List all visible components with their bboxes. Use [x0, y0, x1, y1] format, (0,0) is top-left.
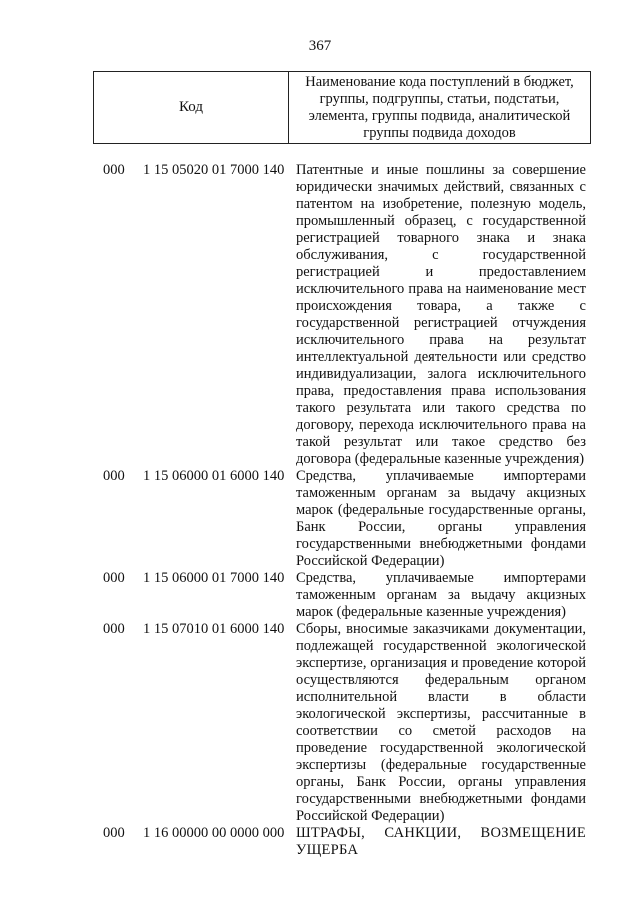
budget-code: 1 15 06000 01 6000 140	[143, 468, 285, 484]
description-line: исключительного права на наименование мест	[296, 281, 586, 297]
description-line: интеллектуальной деятельности или средство	[296, 349, 586, 365]
code-description	[296, 825, 586, 859]
table-header	[93, 71, 591, 144]
description-line: договору, перехода исключительного права на	[296, 417, 586, 433]
description-line: такого результата или такого средства по	[296, 400, 586, 416]
admin-code: 000	[103, 162, 125, 178]
description-line: проведение государственной экологической	[296, 740, 586, 756]
description-line: Патентные и иные пошлины за совершение	[296, 162, 586, 178]
table-row	[0, 570, 640, 621]
admin-code: 000	[103, 570, 125, 586]
description-line: марок (федеральные государственные органы,	[296, 502, 586, 518]
table-body	[0, 162, 640, 859]
table-row	[0, 621, 640, 825]
description-line: Банк России, органы управления	[296, 519, 586, 535]
header-name-label	[289, 72, 590, 143]
description-line: УЩЕРБА	[296, 842, 359, 858]
description-line: юридически значимых действий, связанных с	[296, 179, 586, 195]
description-line: таможенным органам за выдачу акцизных	[296, 485, 586, 501]
description-line: обслуживания, с государственной	[296, 247, 586, 263]
description-line: патентом на изобретение, полезную модель,	[296, 196, 586, 212]
budget-code: 1 15 07010 01 6000 140	[143, 621, 285, 637]
description-line: исполнительной власти в области	[296, 689, 586, 705]
description-line: соответствии со сметой расходов на	[296, 723, 586, 739]
budget-code: 1 15 06000 01 7000 140	[143, 570, 285, 586]
page-number: 367	[308, 38, 332, 54]
description-line: органы, Банк России, органы управления	[296, 774, 586, 790]
description-line: экспертизы (федеральные государственные	[296, 757, 586, 773]
table-row	[0, 468, 640, 570]
code-description	[296, 468, 586, 570]
description-line: государственными внебюджетными фондами	[296, 791, 586, 807]
description-line: экологической экспертизы, рассчитанные в	[296, 706, 586, 722]
admin-code: 000	[103, 621, 125, 637]
description-line: промышленный образец, с государственной	[296, 213, 586, 229]
description-line: регистрацией и предоставлением	[296, 264, 586, 280]
code-description	[296, 621, 586, 825]
description-line: экспертизе, организация и проведение которой	[296, 655, 586, 671]
description-line: марок (федеральные казенные учреждения)	[296, 604, 567, 620]
description-line: индивидуализации, залога исключительного	[296, 366, 586, 382]
header-code-label: Код	[94, 72, 289, 143]
description-line: осуществляются федеральным органом	[296, 672, 586, 688]
budget-code: 1 15 05020 01 7000 140	[143, 162, 285, 178]
header-name-line: группы, подгруппы, статьи, подстатьи,	[319, 90, 560, 107]
budget-code: 1 16 00000 00 0000 000	[143, 825, 285, 841]
header-name-line: Наименование кода поступлений в бюджет,	[305, 73, 574, 90]
table-row	[0, 162, 640, 468]
description-line: такой результат или такое средство без	[296, 434, 586, 450]
description-line: Средства, уплачиваемые импортерами	[296, 468, 586, 484]
description-line: Российской Федерации)	[296, 808, 445, 824]
description-line: регистрацией товарного знака и знака	[296, 230, 586, 246]
header-name-line: элемента, группы подвида, аналитической	[308, 107, 571, 124]
description-line: Сборы, вносимые заказчиками документации,	[296, 621, 586, 637]
description-line: права, предоставления права использования	[296, 383, 586, 399]
table-row	[0, 825, 640, 859]
description-line: таможенным органам за выдачу акцизных	[296, 587, 586, 603]
description-line: договора (федеральные казенные учреждения)	[296, 451, 585, 467]
admin-code: 000	[103, 825, 125, 841]
description-line: Средства, уплачиваемые импортерами	[296, 570, 586, 586]
description-line: государственными внебюджетными фондами	[296, 536, 586, 552]
description-line: государственной регистрацией отчуждения	[296, 315, 586, 331]
description-line: Российской Федерации)	[296, 553, 445, 569]
header-name-line: группы подвида доходов	[363, 124, 516, 141]
description-line: исключительного права на результат	[296, 332, 586, 348]
description-line: происхождения товара, а также с	[296, 298, 586, 314]
description-line: ШТРАФЫ, САНКЦИИ, ВОЗМЕЩЕНИЕ	[296, 825, 586, 841]
code-description	[296, 162, 586, 468]
description-line: подлежащей государственной экологической	[296, 638, 586, 654]
code-description	[296, 570, 586, 621]
admin-code: 000	[103, 468, 125, 484]
